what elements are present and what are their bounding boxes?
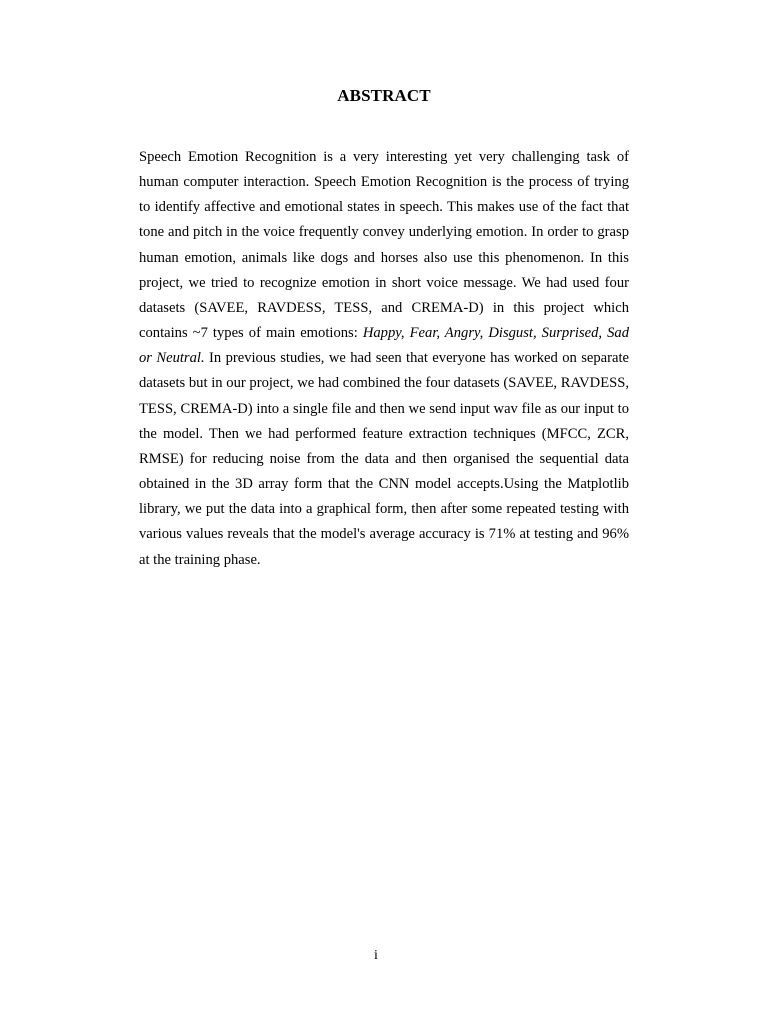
page-number: i	[374, 948, 378, 963]
abstract-text-part2: In previous studies, we had seen that everyone has worked on separate datasets but in our project, we had combined the four datasets (SAVEE, RAVDESS, TESS, CREMA-D) into a single file and then we send input wav file as our input to the model. Then we had performed feature extraction techniques (MFCC, ZCR, RMSE) for reducing noise from the data and then organised the sequential data obtained in the 3D array form that the CNN model accepts.Using the Matplotlib library, we put the data into a graphical form, then after some repeated testing with various values reveals that the model's average accuracy is 71% at testing and 96% at the training phase.	[139, 350, 629, 568]
emotions-list-italic: Happy, Fear, Angry, Disgust, Surprised, Sad or Neutral.	[139, 325, 630, 367]
abstract-text-part1: Speech Emotion Recognition is a very interesting yet very challenging task of human computer interaction. Speech Emotion Recognition is the process of trying to identify affective and emotional states in speech. This makes use of the fact that tone and pitch in the voice frequently convey underlying emotion. In order to grasp human emotion, animals like dogs and horses also use this phenomenon. In this project, we tried to recognize emotion in short voice message. We had used four datasets (SAVEE, RAVDESS, TESS, and CREMA-D) in this project which contains ~7 types of main emotions:	[139, 149, 629, 342]
abstract-paragraph	[139, 145, 629, 573]
abstract-heading: ABSTRACT	[337, 86, 431, 105]
